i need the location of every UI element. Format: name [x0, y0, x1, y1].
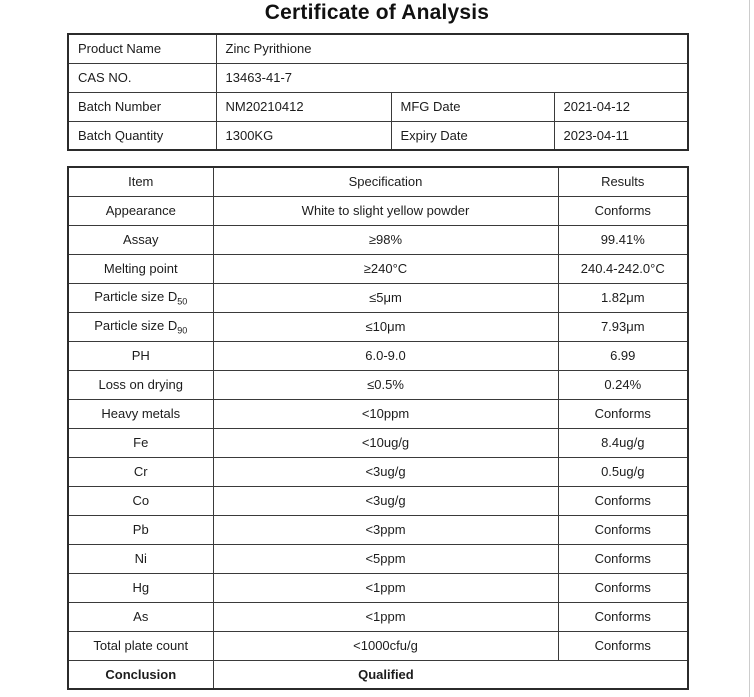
table-row [68, 486, 688, 515]
table-row [68, 602, 688, 631]
item-cell [68, 312, 213, 341]
item-cell: Pb [68, 515, 213, 544]
batch-number-label: Batch Number [68, 92, 216, 121]
table-row [68, 573, 688, 602]
item-cell: Fe [68, 428, 213, 457]
item-subscript: 90 [177, 325, 188, 336]
result-cell: 0.5ug/g [558, 457, 688, 486]
item-cell: Assay [68, 225, 213, 254]
result-cell: Conforms [558, 573, 688, 602]
table-row [68, 370, 688, 399]
header-results: Results [558, 167, 688, 196]
spec-cell: ≤10μm [213, 312, 558, 341]
page-edge-divider [749, 0, 750, 697]
table-row [68, 631, 688, 660]
spec-cell: <10ppm [213, 399, 558, 428]
table-row [68, 196, 688, 225]
item-cell: Co [68, 486, 213, 515]
table-row [68, 34, 688, 63]
product-name-label: Product Name [68, 34, 216, 63]
spec-cell: <5ppm [213, 544, 558, 573]
result-cell: Conforms [558, 196, 688, 225]
result-cell: Conforms [558, 602, 688, 631]
table-row [68, 428, 688, 457]
item-cell: Appearance [68, 196, 213, 225]
spec-cell: <1ppm [213, 602, 558, 631]
spec-cell: <1000cfu/g [213, 631, 558, 660]
conclusion-label: Conclusion [68, 660, 213, 689]
spec-cell: <3ppm [213, 515, 558, 544]
specification-table [67, 166, 689, 690]
spec-cell: <3ug/g [213, 486, 558, 515]
batch-quantity-label: Batch Quantity [68, 121, 216, 150]
conclusion-value-cell [213, 660, 688, 689]
item-subscript: 50 [177, 296, 188, 307]
item-cell: PH [68, 341, 213, 370]
spec-cell: 6.0-9.0 [213, 341, 558, 370]
table-row [68, 225, 688, 254]
batch-number-value: NM20210412 [216, 92, 391, 121]
mfg-date-label: MFG Date [391, 92, 554, 121]
item-cell: Hg [68, 573, 213, 602]
batch-quantity-value: 1300KG [216, 121, 391, 150]
item-cell [68, 283, 213, 312]
result-cell: 6.99 [558, 341, 688, 370]
spec-cell: White to slight yellow powder [213, 196, 558, 225]
page-title: Certificate of Analysis [264, 1, 490, 24]
expiry-date-label: Expiry Date [391, 121, 554, 150]
result-cell: Conforms [558, 631, 688, 660]
spec-cell: <3ug/g [213, 457, 558, 486]
cas-no-value: 13463-41-7 [216, 63, 688, 92]
table-row [68, 283, 688, 312]
table-row [68, 341, 688, 370]
table-row [68, 254, 688, 283]
result-cell: 99.41% [558, 225, 688, 254]
item-cell: Total plate count [68, 631, 213, 660]
conclusion-value: Qualified [358, 666, 414, 682]
product-name-value: Zinc Pyrithione [216, 34, 688, 63]
result-cell: 0.24% [558, 370, 688, 399]
result-cell: Conforms [558, 515, 688, 544]
result-cell: Conforms [558, 544, 688, 573]
header-item: Item [68, 167, 213, 196]
table-row [68, 312, 688, 341]
table-row [68, 63, 688, 92]
result-cell: 240.4-242.0°C [558, 254, 688, 283]
result-cell: 8.4ug/g [558, 428, 688, 457]
table-row [68, 121, 688, 150]
table-row [68, 515, 688, 544]
item-cell: Cr [68, 457, 213, 486]
spec-cell: ≥98% [213, 225, 558, 254]
item-cell: As [68, 602, 213, 631]
table-row [68, 457, 688, 486]
table-header-row [68, 167, 688, 196]
conclusion-row [68, 660, 688, 689]
spec-cell: ≤0.5% [213, 370, 558, 399]
table-row [68, 92, 688, 121]
product-info-table [67, 33, 689, 151]
spec-cell: ≤5μm [213, 283, 558, 312]
item-cell: Ni [68, 544, 213, 573]
cas-no-label: CAS NO. [68, 63, 216, 92]
item-cell: Heavy metals [68, 399, 213, 428]
table-row [68, 544, 688, 573]
result-cell: Conforms [558, 486, 688, 515]
item-cell: Loss on drying [68, 370, 213, 399]
spec-cell: ≥240°C [213, 254, 558, 283]
spec-cell: <10ug/g [213, 428, 558, 457]
result-cell: Conforms [558, 399, 688, 428]
spec-cell: <1ppm [213, 573, 558, 602]
item-cell: Melting point [68, 254, 213, 283]
mfg-date-value: 2021-04-12 [554, 92, 688, 121]
item-text: Particle size D [94, 317, 178, 333]
table-row [68, 399, 688, 428]
header-specification: Specification [213, 167, 558, 196]
result-cell: 1.82μm [558, 283, 688, 312]
expiry-date-value: 2023-04-11 [554, 121, 688, 150]
result-cell: 7.93μm [558, 312, 688, 341]
item-text: Particle size D [94, 288, 178, 304]
